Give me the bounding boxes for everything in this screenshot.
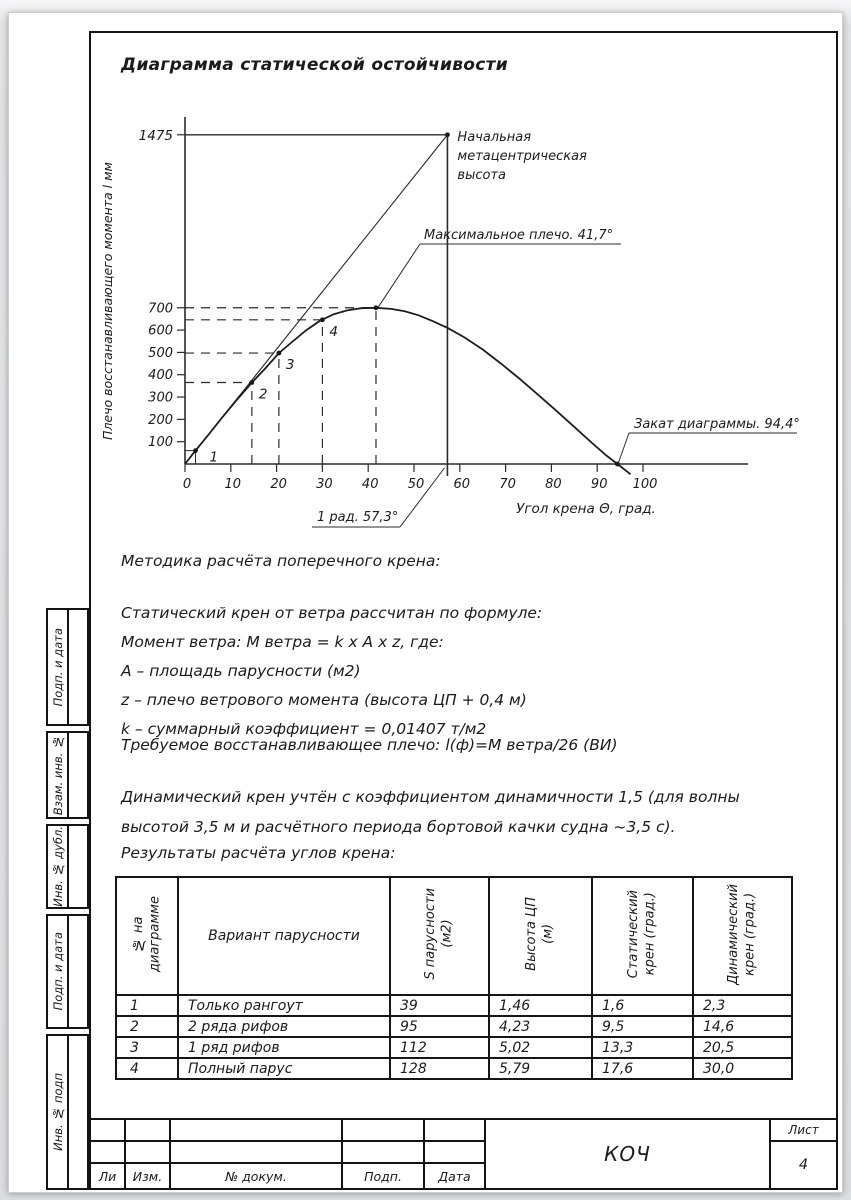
data-point-marker [320,317,325,322]
sidebar-label: Подп. и дата [50,932,65,1011]
x-tick-label: 10 [224,477,242,492]
stamp-column-label: Подп. [343,1164,423,1188]
results-column-header [178,877,390,995]
y-tick-label: 700 [148,301,173,317]
sidebar-label-cell [48,916,69,1027]
results-table [115,876,793,1080]
sidebar-box [46,1034,89,1190]
sidebar-box [46,824,89,909]
sidebar-label: Подп. и дата [50,627,65,707]
sheet-number-cell: 4 [771,1142,836,1188]
y-tick-label: 300 [148,390,173,406]
stamp-column-label: Дата [425,1164,484,1188]
table-row [116,1016,792,1037]
table-cell: 3 [116,1037,178,1058]
sidebar-label: Взам. инв. № [50,734,65,816]
one-radian-annotation: 1 рад. 57,3° [317,510,399,525]
sidebar-label: Инв. № подп [50,1073,65,1151]
header-line: № на [130,916,146,952]
y-tick-label: 500 [148,345,173,361]
x-tick-label: 80 [545,477,562,492]
sidebar-empty-cell [69,610,87,724]
header-text-vertical [726,884,759,985]
y-tick-label: 100 [148,435,173,451]
text-line: Статический крен от ветра рассчитан по формуле: [121,604,543,622]
doc-name-cell: КОЧ [486,1120,769,1188]
stamp-empty-cell [343,1142,423,1162]
table-cell: 2 [116,1016,178,1037]
metacentric-annotation: метацентрическая [457,149,587,164]
x-tick-label: 50 [407,477,425,492]
stamp-empty-cell [126,1142,169,1162]
results-column-header [592,877,693,995]
table-row [116,1037,792,1058]
data-point-marker [193,448,198,453]
header-line: Статический [626,889,642,979]
stamp-empty-cell [171,1142,341,1162]
sidebar-empty-cell [69,733,87,817]
text-line: k – суммарный коэффициент = 0,01407 т/м2 [121,720,487,738]
results-table-header-row [116,877,792,995]
header-line: крен (град.) [642,892,658,976]
sheet-label-cell: Лист [771,1120,836,1140]
text-line: высотой 3,5 м и расчётного периода бортовой качки судна ~3,5 с). [121,818,676,836]
point-number-label: 2 [258,386,268,403]
x-tick-label: 60 [453,477,471,492]
table-cell: 20,5 [693,1037,792,1058]
sidebar-label-cell [48,826,69,907]
data-point-marker [249,380,254,385]
table-cell: 17,6 [592,1058,693,1079]
point-number-label: 3 [285,357,295,374]
results-column-header [116,877,178,995]
data-point-marker [374,305,379,310]
point-number-label: 1 [209,449,219,466]
x-tick-label: 30 [316,477,333,492]
stamp-empty-cell [126,1120,169,1140]
header-line: диаграмме [147,895,162,973]
header-line: крен (град.) [742,892,758,976]
results-column-header [693,877,792,995]
text-line: Динамический крен учтён с коэффициентом динамичности 1,5 (для волны [121,788,740,806]
methodology-heading: Методика расчёта поперечного крена: [121,552,441,570]
max-arm-annotation: Максимальное плечо. 41,7° [424,228,614,243]
stamp-column-label: Изм. [126,1164,169,1188]
table-cell: 9,5 [592,1016,693,1037]
header-text-vertical [131,896,164,972]
sidebar-label: Инв. № дубл. [50,826,65,907]
gm-value-label: 1475 [138,127,173,144]
x-tick-label: 40 [361,477,379,492]
sidebar-label-cell [48,610,69,724]
stamp-column-label: Ли [91,1164,124,1188]
x-tick-label: 20 [270,477,287,492]
header-line: (м2) [439,919,455,949]
text-line: Момент ветра: М ветра = k x A x z, где: [121,633,444,651]
vanishing-leader [618,433,629,463]
sidebar-box [46,731,89,819]
table-cell: 1,6 [592,995,693,1016]
header-text-vertical [626,890,659,978]
y-tick-label: 200 [148,412,173,428]
stability-diagram [96,101,808,541]
sidebar-label-cell [48,1036,69,1188]
stamp-column-label: № докум. [171,1164,341,1188]
header-text-vertical [524,897,557,971]
table-row [116,995,792,1016]
x-tick-label: 100 [632,477,658,492]
stamp-empty-cell [91,1120,124,1140]
x-axis-title: Угол крена Θ, град. [516,501,656,517]
metacentric-annotation: Начальная [457,130,532,145]
table-cell: 39 [390,995,489,1016]
results-column-header [489,877,592,995]
stamp-empty-cell [171,1120,341,1140]
text-line: А – площадь парусности (м2) [121,662,361,680]
dynamic-heel-block [121,782,740,842]
data-point-marker [276,351,281,356]
table-cell: 30,0 [693,1058,792,1079]
sidebar-label-cell [48,733,69,817]
x-tick-label: 90 [590,477,608,492]
stamp-empty-cell [91,1142,124,1162]
header-text-vertical [423,888,456,980]
table-cell: Полный парус [178,1058,390,1079]
table-cell: 1,46 [489,995,592,1016]
header-line: Высота ЦП [524,897,540,971]
max-arm-leader [377,244,420,309]
formula-block [121,599,542,744]
sidebar-box [46,608,89,726]
results-heading: Результаты расчёта углов крена: [121,844,396,862]
metacentric-annotation: высота [457,168,507,183]
table-cell: 112 [390,1037,489,1058]
table-cell: 1 ряд рифов [178,1037,390,1058]
data-point-marker [615,462,620,467]
sidebar-empty-cell [69,916,87,1027]
table-cell: 5,79 [489,1058,592,1079]
table-cell: 4,23 [489,1016,592,1037]
title-block [89,1118,838,1190]
header-line: S парусности [423,888,439,980]
header-line: Динамический [726,883,742,985]
table-cell: 14,6 [693,1016,792,1037]
text-line: z – плечо ветрового момента (высота ЦП + 0,4 м) [121,691,527,709]
x-tick-label: 0 [182,477,192,492]
table-cell: Только рангоут [178,995,390,1016]
stamp-empty-cell [343,1120,423,1140]
data-point-marker [445,132,450,137]
table-cell: 5,02 [489,1037,592,1058]
vanishing-annotation: Закат диаграммы. 94,4° [634,417,800,432]
sidebar-empty-cell [69,1036,87,1188]
table-cell: 1 [116,995,178,1016]
sidebar-empty-cell [69,826,87,907]
y-tick-label: 600 [148,323,173,339]
header-text: Вариант парусности [208,928,360,944]
table-cell: 13,3 [592,1037,693,1058]
stamp-empty-cell [425,1120,484,1140]
x-tick-label: 70 [499,477,516,492]
table-cell: 2 ряда рифов [178,1016,390,1037]
required-arm-line: Требуемое восстанавливающее плечо: l(ф)=М ветра/26 (ВИ) [121,736,618,754]
table-cell: 128 [390,1058,489,1079]
y-tick-label: 400 [148,368,173,384]
y-axis-title: Плечо восстанавливающего момента l мм [100,162,115,440]
table-cell: 95 [390,1016,489,1037]
results-column-header [390,877,489,995]
table-cell: 4 [116,1058,178,1079]
table-cell: 2,3 [693,995,792,1016]
stamp-empty-cell [425,1142,484,1162]
sidebar-box [46,914,89,1029]
page-title: Диаграмма статической остойчивости [121,55,508,75]
header-line: (м) [540,924,556,944]
table-row [116,1058,792,1079]
point-number-label: 4 [329,323,338,340]
document-page [8,12,843,1193]
